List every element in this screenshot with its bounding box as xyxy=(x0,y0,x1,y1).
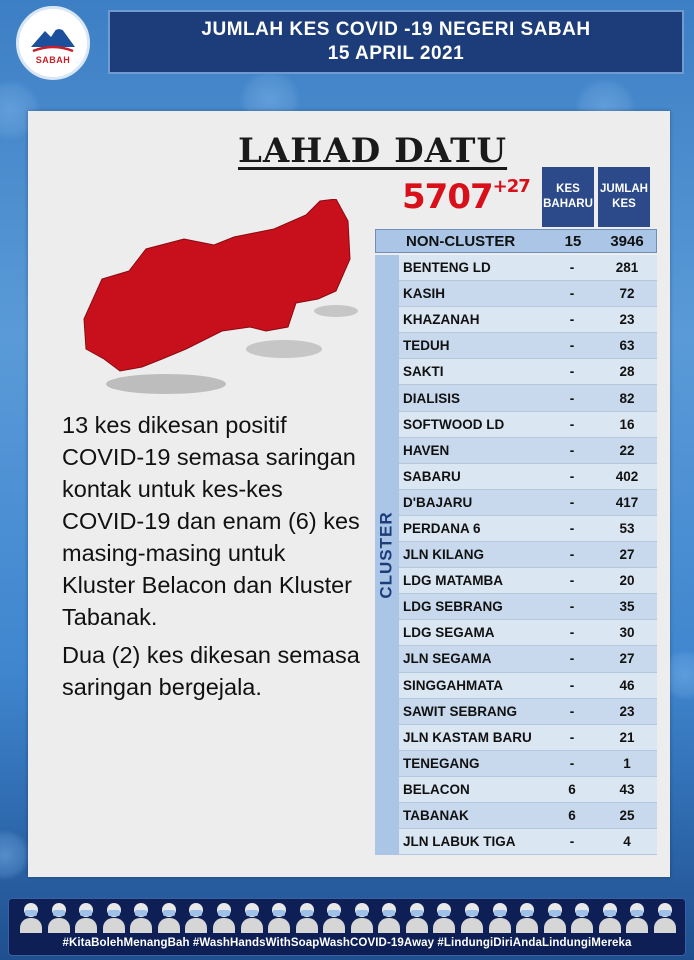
cluster-name: D'BAJARU xyxy=(403,494,473,510)
frontliner-figure-icon xyxy=(102,903,126,933)
cluster-jumlah: 82 xyxy=(619,390,635,406)
frontliner-figure-icon xyxy=(240,903,264,933)
cluster-row xyxy=(399,699,657,725)
frontliner-figure-icon xyxy=(488,903,512,933)
frontliner-figure-icon xyxy=(653,903,677,933)
sabah-logo xyxy=(16,6,90,80)
column-total-cases: JUMLAH KES xyxy=(598,167,650,227)
frontliner-figure-icon xyxy=(184,903,208,933)
cluster-row xyxy=(399,385,657,411)
cluster-name: BELACON xyxy=(403,781,470,797)
cluster-name: KASIH xyxy=(403,286,446,302)
cluster-jumlah: 402 xyxy=(615,468,639,484)
cluster-jumlah: 281 xyxy=(615,260,639,276)
non-cluster-row xyxy=(375,229,657,253)
cluster-baru: - xyxy=(569,834,575,850)
cluster-name: SOFTWOOD LD xyxy=(403,416,505,432)
frontliner-figure-icon xyxy=(157,903,181,933)
frontliner-figure-icon xyxy=(322,903,346,933)
cluster-row xyxy=(399,359,657,385)
cluster-jumlah: 43 xyxy=(619,781,635,797)
cluster-name: TEDUH xyxy=(403,338,450,354)
frontliner-figure-icon xyxy=(432,903,456,933)
cluster-jumlah: 30 xyxy=(619,625,635,641)
cluster-name: JLN SEGAMA xyxy=(403,651,492,667)
cluster-row xyxy=(399,412,657,438)
cluster-row xyxy=(399,725,657,751)
total-cases-value: 5707 xyxy=(402,177,493,217)
description-paragraph-2: Dua (2) kes dikesan semasa saringan bergejala. xyxy=(62,642,360,700)
cluster-jumlah: 21 xyxy=(619,729,635,745)
cluster-jumlah: 28 xyxy=(619,364,635,380)
frontliner-figure-icon xyxy=(19,903,43,933)
frontliner-icons xyxy=(19,903,677,935)
cluster-name: SINGGAHMATA xyxy=(403,677,503,693)
cluster-baru: - xyxy=(569,677,575,693)
cluster-baru: - xyxy=(569,286,575,302)
cluster-row xyxy=(399,516,657,542)
cluster-jumlah: 63 xyxy=(619,338,635,354)
cluster-jumlah: 35 xyxy=(619,599,635,615)
cluster-jumlah: 72 xyxy=(619,286,635,302)
cluster-jumlah: 23 xyxy=(619,312,635,328)
cluster-row xyxy=(399,255,657,281)
report-date: 15 APRIL 2021 xyxy=(327,43,465,64)
cluster-baru: - xyxy=(569,651,575,667)
cluster-row xyxy=(399,438,657,464)
cluster-name: TENEGANG xyxy=(403,755,480,771)
content-panel xyxy=(28,111,670,877)
cluster-baru: - xyxy=(569,573,575,589)
cluster-jumlah: 25 xyxy=(619,808,635,824)
case-description xyxy=(62,409,362,709)
cluster-name: SAKTI xyxy=(403,364,444,380)
frontliner-figure-icon xyxy=(129,903,153,933)
cluster-jumlah: 27 xyxy=(619,547,635,563)
non-cluster-name: NON-CLUSTER xyxy=(406,232,516,250)
cluster-baru: - xyxy=(569,338,575,354)
cluster-name: SAWIT SEBRANG xyxy=(403,703,518,719)
footer-banner xyxy=(8,898,686,956)
page-title: JUMLAH KES COVID -19 NEGERI SABAH xyxy=(201,19,591,40)
cluster-row xyxy=(399,751,657,777)
cluster-baru: - xyxy=(569,755,575,771)
cluster-baru: - xyxy=(569,547,575,563)
frontliner-figure-icon xyxy=(460,903,484,933)
cluster-baru: - xyxy=(569,260,575,276)
frontliner-figure-icon xyxy=(405,903,429,933)
frontliner-figure-icon xyxy=(47,903,71,933)
cluster-row xyxy=(399,281,657,307)
cluster-baru: - xyxy=(569,364,575,380)
cluster-row xyxy=(399,829,657,855)
cluster-jumlah: 4 xyxy=(623,834,631,850)
cluster-table xyxy=(399,255,657,855)
cluster-name: SABARU xyxy=(403,468,461,484)
cluster-baru: - xyxy=(569,494,575,510)
logo-text: SABAH xyxy=(35,55,71,65)
cluster-name: LDG SEGAMA xyxy=(403,625,495,641)
cluster-name: DIALISIS xyxy=(403,390,461,406)
cluster-name: LDG SEBRANG xyxy=(403,599,503,615)
cluster-name: JLN LABUK TIGA xyxy=(403,834,516,850)
cluster-name: TABANAK xyxy=(403,808,469,824)
cluster-jumlah: 417 xyxy=(615,494,639,510)
cluster-name: LDG MATAMBA xyxy=(403,573,503,589)
cluster-row xyxy=(399,333,657,359)
cluster-baru: - xyxy=(569,703,575,719)
frontliner-figure-icon xyxy=(377,903,401,933)
new-cases-value: +27 xyxy=(492,175,530,197)
cluster-baru: - xyxy=(569,468,575,484)
hashtags: #KitaBolehMenangBah #WashHandsWithSoapWashCOVID-19Away #LindungiDiriAndaLindungiMereka xyxy=(62,937,632,949)
cluster-baru: - xyxy=(569,625,575,641)
cluster-jumlah: 23 xyxy=(619,703,635,719)
frontliner-figure-icon xyxy=(515,903,539,933)
description-paragraph-1: 13 kes dikesan positif COVID-19 semasa saringan kontak untuk kes-kes COVID-19 dan enam (6) kes masing-masing untuk Kluster Belacon dan Kluster Tabanak. xyxy=(62,412,360,630)
cluster-jumlah: 22 xyxy=(619,442,635,458)
cluster-baru: - xyxy=(569,312,575,328)
cluster-baru: - xyxy=(569,390,575,406)
cluster-baru: - xyxy=(569,520,575,536)
frontliner-figure-icon xyxy=(267,903,291,933)
cluster-name: JLN KASTAM BARU xyxy=(403,729,532,745)
cluster-row xyxy=(399,307,657,333)
cluster-row xyxy=(399,594,657,620)
title-banner xyxy=(108,10,684,74)
cluster-jumlah: 46 xyxy=(619,677,635,693)
non-cluster-new: 15 xyxy=(564,232,582,250)
cluster-row xyxy=(399,777,657,803)
frontliner-figure-icon xyxy=(543,903,567,933)
cluster-baru: - xyxy=(569,416,575,432)
cluster-name: JLN KILANG xyxy=(403,547,484,563)
table-header xyxy=(542,167,650,229)
cluster-baru: 6 xyxy=(568,808,576,824)
cluster-row xyxy=(399,803,657,829)
cluster-name: BENTENG LD xyxy=(403,260,491,276)
cluster-jumlah: 53 xyxy=(619,520,635,536)
cluster-jumlah: 1 xyxy=(623,755,631,771)
cluster-side-label xyxy=(375,255,399,855)
frontliner-figure-icon xyxy=(625,903,649,933)
frontliner-figure-icon xyxy=(295,903,319,933)
frontliner-figure-icon xyxy=(570,903,594,933)
mountain-logo-icon xyxy=(29,21,77,55)
cluster-row xyxy=(399,490,657,516)
cluster-baru: - xyxy=(569,442,575,458)
frontliner-figure-icon xyxy=(212,903,236,933)
non-cluster-total: 3946 xyxy=(610,232,644,250)
cluster-name: HAVEN xyxy=(403,442,450,458)
cluster-label-text: CLUSTER xyxy=(377,511,396,599)
cluster-row xyxy=(399,646,657,672)
column-new-cases: KES BAHARU xyxy=(542,167,594,227)
cluster-row xyxy=(399,542,657,568)
cluster-jumlah: 16 xyxy=(619,416,635,432)
cluster-row xyxy=(399,568,657,594)
cluster-baru: - xyxy=(569,729,575,745)
virus-decoration xyxy=(0,830,30,880)
cluster-baru: - xyxy=(569,599,575,615)
district-map-icon xyxy=(74,199,364,399)
total-cases xyxy=(402,177,530,217)
cluster-jumlah: 27 xyxy=(619,651,635,667)
cluster-baru: 6 xyxy=(568,781,576,797)
cluster-name: PERDANA 6 xyxy=(403,520,481,536)
frontliner-figure-icon xyxy=(74,903,98,933)
cluster-row xyxy=(399,620,657,646)
district-name: LAHAD DATU xyxy=(238,131,508,171)
frontliner-figure-icon xyxy=(350,903,374,933)
cluster-name: KHAZANAH xyxy=(403,312,480,328)
cluster-row xyxy=(399,464,657,490)
cluster-row xyxy=(399,673,657,699)
frontliner-figure-icon xyxy=(598,903,622,933)
cluster-jumlah: 20 xyxy=(619,573,635,589)
